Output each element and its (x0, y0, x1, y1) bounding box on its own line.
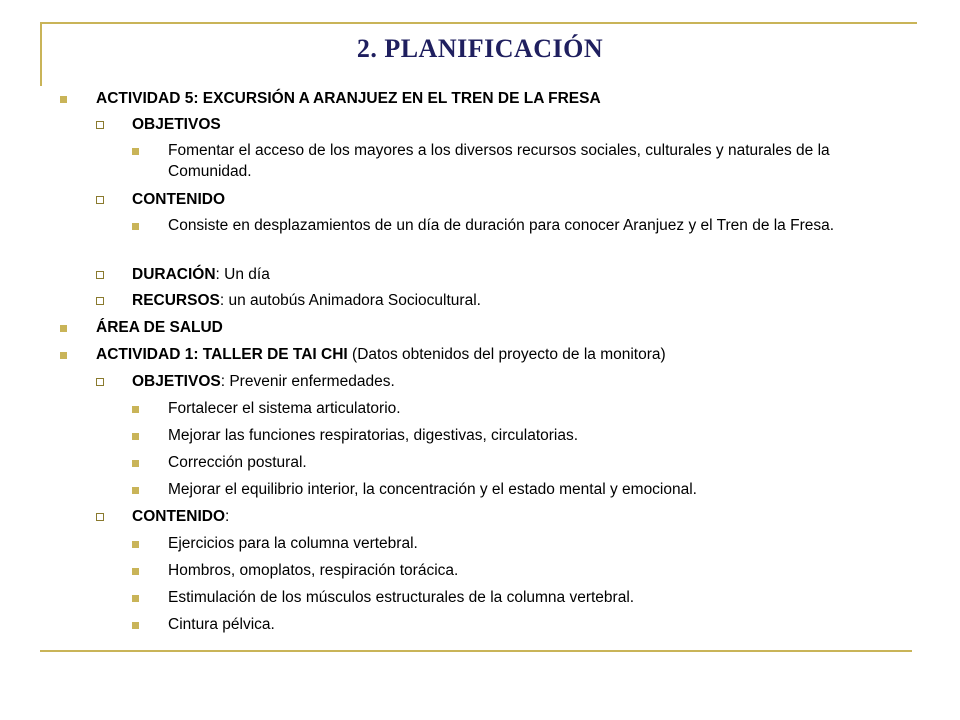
activity-1-content-item: Ejercicios para la columna vertebral. (168, 535, 418, 552)
square-bullet-icon (132, 541, 139, 548)
square-bullet-icon (60, 325, 67, 332)
activity-1-objective-item: Fortalecer el sistema articulatorio. (168, 400, 401, 417)
hollow-square-bullet-icon (96, 271, 104, 279)
square-bullet-icon (60, 96, 67, 103)
top-rule (40, 22, 917, 24)
activity-5-objectives-text: Fomentar el acceso de los mayores a los diversos recursos sociales, culturales y naturales de la Comunidad. (168, 142, 830, 180)
activity-5-title: ACTIVIDAD 5: EXCURSIÓN A ARANJUEZ EN EL TREN DE LA FRESA (96, 90, 601, 107)
health-area-heading: ÁREA DE SALUD (96, 319, 223, 336)
activity-1-content (132, 506, 229, 527)
hollow-square-bullet-icon (96, 121, 104, 129)
square-bullet-icon (132, 622, 139, 629)
activity-5-resources (132, 290, 481, 311)
activity-1-objectives-heading: OBJETIVOS (132, 373, 221, 390)
hollow-square-bullet-icon (96, 513, 104, 521)
activity-1-objectives (132, 371, 395, 392)
activity-5-duration (132, 264, 270, 285)
slide-title: 2. PLANIFICACIÓN (356, 34, 604, 63)
activity-1-objectives-text: : Prevenir enfermedades. (220, 373, 395, 390)
activity-5-content-text: Consiste en desplazamientos de un día de duración para conocer Aranjuez y el Tren de la Fresa. (168, 217, 835, 234)
activity-5-duration-text: : Un día (215, 266, 270, 283)
hollow-square-bullet-icon (96, 378, 104, 386)
activity-1-objective-item: Mejorar las funciones respiratorias, digestivas, circulatorias. (168, 427, 579, 444)
square-bullet-icon (132, 223, 139, 230)
activity-5-duration-heading: DURACIÓN (132, 266, 216, 283)
hollow-square-bullet-icon (96, 297, 104, 305)
activity-5-resources-text: : un autobús Animadora Sociocultural. (219, 292, 481, 309)
square-bullet-icon (132, 148, 139, 155)
hollow-square-bullet-icon (96, 196, 104, 204)
activity-5-resources-heading: RECURSOS (132, 292, 220, 309)
activity-1 (96, 344, 666, 365)
activity-1-content-item: Cintura pélvica. (168, 616, 275, 633)
bottom-rule (40, 650, 912, 652)
activity-1-title: ACTIVIDAD 1: TALLER DE TAI CHI (96, 346, 348, 363)
square-bullet-icon (132, 595, 139, 602)
activity-1-note: (Datos obtenidos del proyecto de la monitora) (347, 346, 666, 363)
square-bullet-icon (132, 460, 139, 467)
activity-1-content-item: Hombros, omoplatos, respiración torácica. (168, 562, 459, 579)
square-bullet-icon (132, 487, 139, 494)
activity-1-objective-item: Mejorar el equilibrio interior, la concentración y el estado mental y emocional. (168, 481, 697, 498)
square-bullet-icon (132, 406, 139, 413)
activity-5-objectives-heading: OBJETIVOS (132, 116, 221, 133)
activity-1-content-heading: CONTENIDO (132, 508, 225, 525)
activity-1-content-item: Estimulación de los músculos estructurales de la columna vertebral. (168, 589, 635, 606)
square-bullet-icon (132, 433, 139, 440)
square-bullet-icon (60, 352, 67, 359)
activity-1-content-text: : (225, 508, 230, 525)
activity-5-content-heading: CONTENIDO (132, 191, 225, 208)
activity-1-objective-item: Corrección postural. (168, 454, 307, 471)
square-bullet-icon (132, 568, 139, 575)
